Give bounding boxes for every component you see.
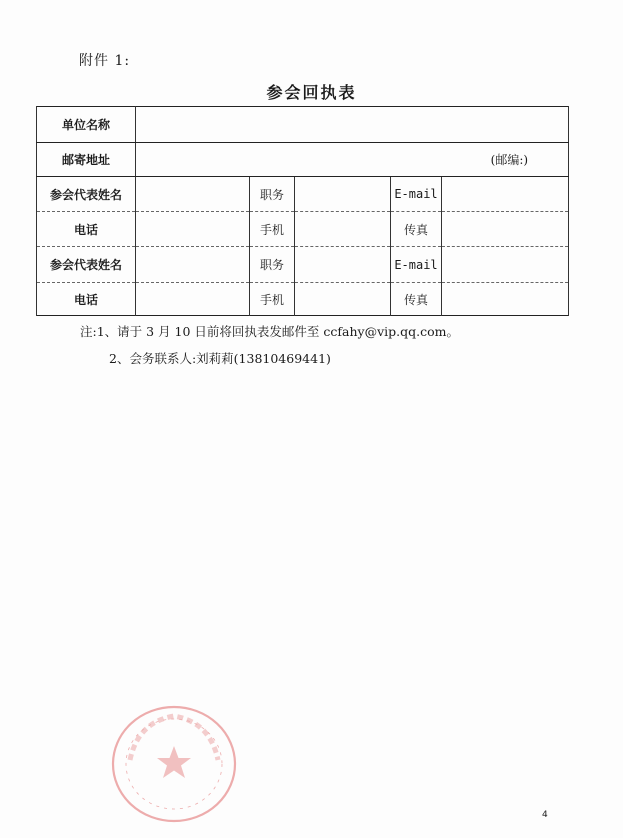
mobile-label: 手机 xyxy=(250,283,295,316)
phone-field[interactable] xyxy=(136,212,250,247)
red-seal-star-icon xyxy=(108,702,240,826)
representative-name-label: 参会代表姓名 xyxy=(37,177,136,212)
fax-field[interactable] xyxy=(442,212,569,247)
note-email-deadline: 注:1、请于 3 月 10 日前将回执表发邮件至 ccfahy@vip.qq.com。 xyxy=(80,324,459,339)
page-number: 4 xyxy=(542,810,548,820)
position-label: 职务 xyxy=(250,247,295,283)
mobile-field[interactable] xyxy=(295,283,391,316)
unit-name-field[interactable] xyxy=(136,107,569,143)
mobile-label: 手机 xyxy=(250,212,295,247)
email-label: E-mail xyxy=(391,247,442,283)
email-field[interactable] xyxy=(442,177,569,212)
fax-field[interactable] xyxy=(442,283,569,316)
attachment-label: 附件 1: xyxy=(79,53,131,69)
mobile-field[interactable] xyxy=(295,212,391,247)
unit-name-row xyxy=(37,107,569,143)
representative-2-contact-row xyxy=(37,283,569,316)
mailing-address-field[interactable] xyxy=(136,143,569,177)
note-contact-person: 2、会务联系人:刘莉莉(13810469441) xyxy=(109,351,331,366)
page-title: 参会回执表 xyxy=(266,83,357,102)
unit-name-label: 单位名称 xyxy=(37,107,136,143)
mailing-address-row xyxy=(37,143,569,177)
phone-label: 电话 xyxy=(37,283,136,316)
position-field[interactable] xyxy=(295,177,391,212)
mailing-address-label: 邮寄地址 xyxy=(37,143,136,177)
representative-1-contact-row xyxy=(37,212,569,247)
position-label: 职务 xyxy=(250,177,295,212)
representative-name-label: 参会代表姓名 xyxy=(37,247,136,283)
email-field[interactable] xyxy=(442,247,569,283)
phone-label: 电话 xyxy=(37,212,136,247)
representative-name-field[interactable] xyxy=(136,177,250,212)
email-label: E-mail xyxy=(391,177,442,212)
notes-section xyxy=(80,318,459,372)
representative-name-field[interactable] xyxy=(136,247,250,283)
registration-form-table xyxy=(36,106,569,316)
phone-field[interactable] xyxy=(136,283,250,316)
representative-2-name-row xyxy=(37,247,569,283)
position-field[interactable] xyxy=(295,247,391,283)
postal-code-label: (邮编:) xyxy=(490,153,529,167)
fax-label: 传真 xyxy=(391,283,442,316)
representative-1-name-row xyxy=(37,177,569,212)
fax-label: 传真 xyxy=(391,212,442,247)
